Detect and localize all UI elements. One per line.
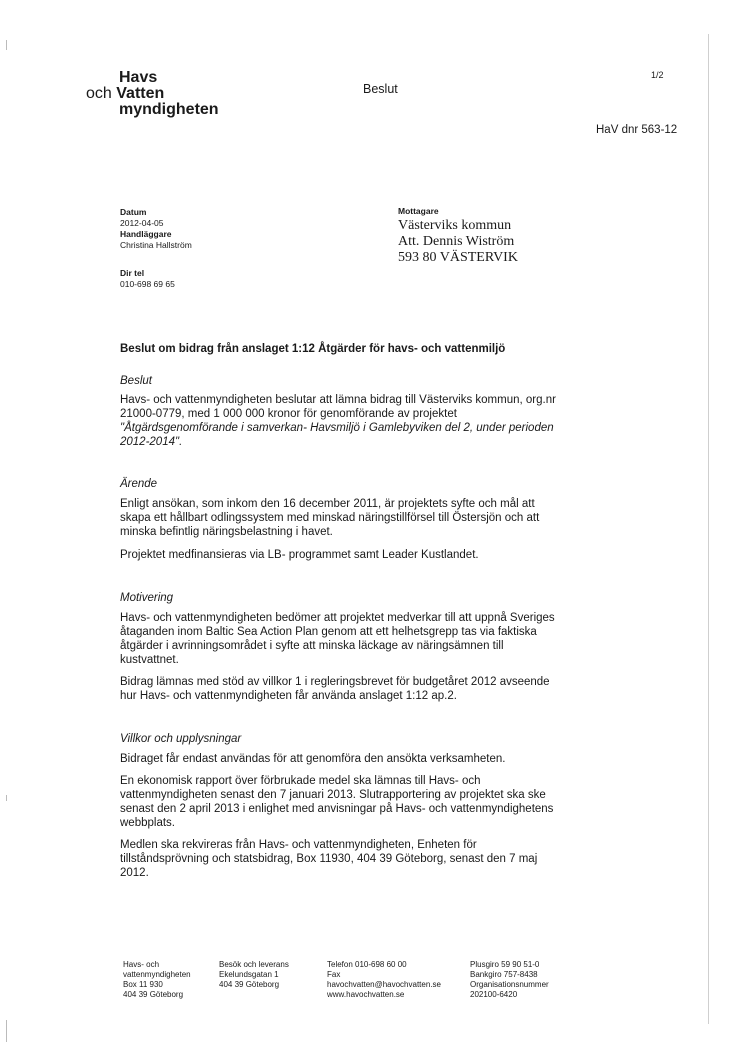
footer-col-visit: Besök och leverans Ekelundsgatan 1 404 39 Göteborg — [219, 960, 289, 989]
meta-block — [120, 207, 192, 251]
section-heading-villkor: Villkor och upplysningar — [120, 733, 242, 745]
scan-edge-line — [708, 34, 709, 1024]
dirtel-label: Dir tel — [120, 268, 145, 278]
recipient-line: 593 80 VÄSTERVIK — [398, 250, 518, 265]
logo-line: Havs — [119, 69, 158, 86]
recipient-line: Västerviks kommun — [398, 218, 512, 233]
section-heading-motivering: Motivering — [120, 592, 174, 604]
datum-label: Datum — [120, 207, 147, 217]
villkor-paragraph-2: En ekonomisk rapport över förbrukade medel ska lämnas till Havs- och vattenmyndigheten senast den 7 januari 2013. Slutrapportering av projektet ska ske senast den 2 april 2013 i enlighet med anvisningar på Havs- och vattenmyndighetens webbplats. — [120, 775, 554, 829]
beslut-paragraph: Havs- och vattenmyndigheten beslutar att lämna bidrag till Västerviks kommun, org.nr 21000-0779, med 1 000 000 kronor för genomförande av projektet "Åtgärdsgenomförande i samverkan- Havsmiljö i Gamlebyviken del 2, under perioden 2012-2014". — [120, 394, 556, 448]
motivering-paragraph-1: Havs- och vattenmyndigheten bedömer att projektet medverkar till att uppnå Sveriges åtaganden inom Baltic Sea Action Plan genom att ett helhetsgrepp tas via faktiska åtgärder i avrinningsområdet i syfte att minska läckage av näringsämnen till kustvattnet. — [120, 612, 555, 666]
arende-paragraph-2: Projektet medfinansieras via LB- programmet samt Leader Kustlandet. — [120, 549, 479, 561]
diary-number: HaV dnr 563-12 — [596, 124, 678, 136]
handlaggare-value: Christina Hallström — [120, 240, 192, 250]
dirtel-block — [120, 268, 175, 290]
recipient-label: Mottagare — [398, 206, 439, 216]
recipient-address — [398, 218, 518, 266]
dirtel-value: 010-698 69 65 — [120, 279, 175, 289]
villkor-paragraph-3: Medlen ska rekvireras från Havs- och vattenmyndigheten, Enheten för tillståndsprövning och statsbidrag, Box 11930, 404 39 Göteborg, senast den 7 maj 2012. — [120, 839, 538, 879]
footer-col-contact: Telefon 010-698 60 00 Fax havochvatten@havochvatten.se www.havochvatten.se — [327, 960, 441, 999]
project-name: "Åtgärdsgenomförande i samverkan- Havsmiljö i Gamlebyviken del 2, under perioden 2012-2014". — [120, 422, 554, 448]
page-number: 1/2 — [651, 70, 664, 80]
recipient-block — [398, 206, 518, 266]
section-heading-beslut: Beslut — [120, 375, 152, 387]
motivering-paragraph-2: Bidrag lämnas med stöd av villkor 1 i regleringsbrevet för budgetåret 2012 avseende hur Havs- och vattenmyndigheten får använda anslaget 1:12 ap.2. — [120, 676, 550, 702]
handlaggare-label: Handläggare — [120, 229, 172, 239]
recipient-line: Att. Dennis Wiström — [398, 234, 515, 249]
logo-line: myndigheten — [119, 101, 219, 118]
datum-value: 2012-04-05 — [120, 218, 164, 228]
section-heading-arende: Ärende — [120, 478, 158, 490]
logo-line: och Vatten — [86, 85, 165, 102]
footer-col-payment: Plusgiro 59 90 51-0 Bankgiro 757-8438 Organisationsnummer 202100-6420 — [470, 960, 549, 999]
scan-artifact — [6, 795, 7, 801]
footer-col-address: Havs- och vattenmyndigheten Box 11 930 404 39 Göteborg — [123, 960, 191, 999]
agency-logo — [86, 70, 219, 118]
scan-artifact — [6, 40, 7, 50]
scan-artifact — [6, 1020, 7, 1042]
subject-heading: Beslut om bidrag från anslaget 1:12 Åtgärder för havs- och vattenmiljö — [120, 343, 506, 355]
document-type: Beslut — [363, 82, 398, 96]
villkor-paragraph-1: Bidraget får endast användas för att genomföra den ansökta verksamheten. — [120, 753, 506, 765]
arende-paragraph-1: Enligt ansökan, som inkom den 16 december 2011, är projektets syfte och mål att skapa ett hållbart odlingssystem med minskad näringstillförsel till Östersjön och att minska befintlig näringsbelastning i havet. — [120, 498, 540, 538]
